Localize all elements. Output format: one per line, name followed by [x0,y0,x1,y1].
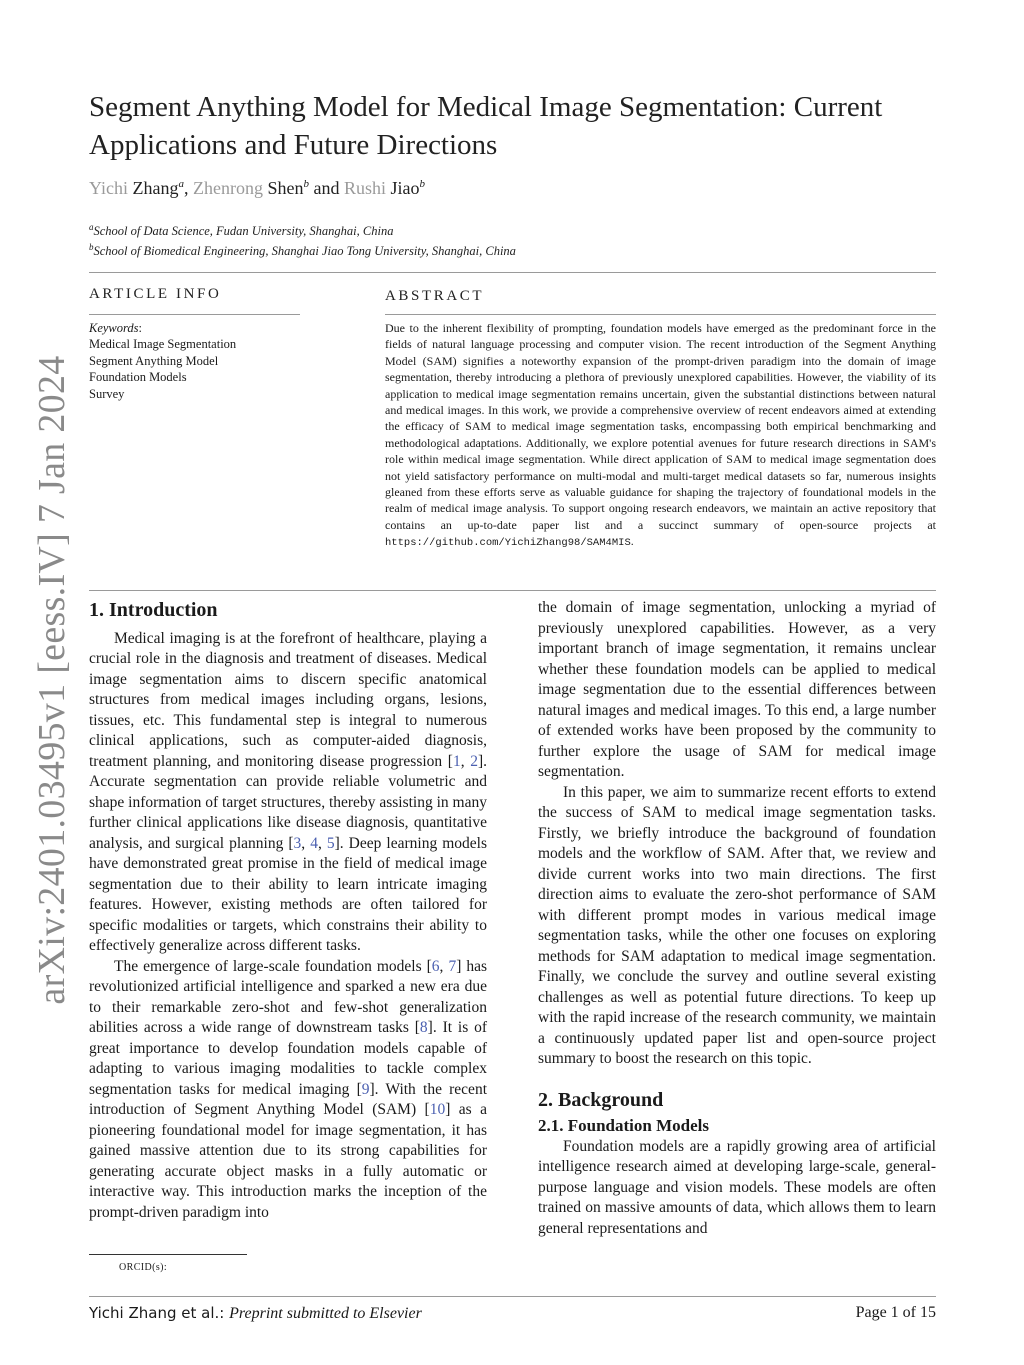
right-column [538,598,936,1239]
citation-link[interactable]: 10 [429,1101,446,1118]
article-info-heading: ARTICLE INFO [89,286,222,302]
paragraph: the domain of image segmentation, unlocking a myriad of previously unexplored capabilities. However, as a very important branch of image segmentation, it remains unclear whether these foundation models can be applied to medical image segmentation due to the essential differences between natural images and medical images. To this end, a large number of extended works have been proposed by the community to further explore the usage of SAM for medical image segmentation. [538,599,936,780]
author: Yichi Zhang$^a$, [89,178,193,198]
keyword: Medical Image Segmentation [89,337,237,352]
running-author: Yichi Zhang et al.: [89,1304,225,1322]
citation-link[interactable]: 2 [470,752,478,770]
citation-link[interactable]: 5 [326,834,335,852]
divider [89,314,300,315]
abstract-heading: ABSTRACT [385,288,485,304]
keywords-block: Keywords: Medical Image Segmentation Segment Anything Model Foundation Models Survey [89,320,309,402]
section-heading: 2. Background [538,1088,664,1111]
footer-left [89,1304,422,1323]
paragraph: Foundation models are a rapidly growing area of artificial intelligence research aimed at developing large-scale, general-purpose language and vision models. These models are often trained on massive amounts of data, which allows them to learn general representations and [538,1137,936,1237]
section-heading: 1. Introduction [89,599,218,621]
divider [385,314,936,315]
author: Rushi Jiao$^b$ [343,178,425,198]
citation-link[interactable]: 8 [419,1019,428,1036]
orcid-footnote: ORCID(s): [119,1262,168,1273]
divider [89,590,936,591]
citation-link[interactable]: 9 [361,1080,370,1098]
keyword: Segment Anything Model [89,353,219,368]
citation-link[interactable]: 7 [448,957,457,975]
keyword: Foundation Models [89,370,187,385]
subsection-heading: 2.1. Foundation Models [538,1116,709,1135]
author-list [89,178,425,199]
citation-link[interactable]: 1 [452,752,461,770]
paper-title: Segment Anything Model for Medical Image Segmentation: Current Applications and Future Directions [89,91,883,161]
affiliation: $^b$School of Biomedical Engineering, Shanghai Jiao Tong University, Shanghai, China [89,242,516,259]
divider [89,272,936,273]
citation-link[interactable]: 6 [431,957,440,975]
keyword: Survey [89,386,125,401]
keywords-label: Keywords [89,321,139,335]
abstract-text: Due to the inherent flexibility of prompting, foundation models have emerged as the predominant force in the fields of natural language processing and computer vision. The recent introduction of the Segment Anything Model (SAM) signifies a noteworthy expansion of the prompt-driven paradigm into the domain of image segmentation, thereby introducing a plethora of previously unexplored capabilities. However, the viability of its application to medical image segmentation remains uncertain, given the substantial distinctions between natural and medical images. In this work, we provide a comprehensive overview of recent endeavors aimed at extending the efficacy of SAM to medical image segmentation tasks, encompassing both empirical benchmarking and methodological adaptations. Additionally, we explore potential avenues for future research directions in SAM's role within medical image segmentation. While direct application of SAM to medical image segmentation does not yield satisfactory performance on multi-modal and multi-target medical datasets so far, numerous insights gleaned from these efforts serve as valuable guidance for shaping the trajectory of foundational models in the realm of medical image analysis. To support ongoing research endeavors, we maintain an active repository that contains an up-to-date paper list and a succinct summary of open-source projects at https://github.com/YichiZhang98/SAM4MIS. [385,321,936,550]
paragraph: Medical imaging is at the forefront of healthcare, playing a crucial role in the diagnosis and treatment of diseases. Medical image segmentation aims to discern specific anatomical structures from medical images including organs, lesions, tissues, etc. This fundamental step is integral to numerous clinical applications, such as computer-aided diagnosis, treatment planning, and monitoring disease progression [1, 2]. Accurate segmentation can provide reliable volumetric and shape information of target structures, thereby assisting in many further clinical applications like disease diagnosis, quantitative analysis, and surgical planning [3, 4, 5]. Deep learning models have demonstrated great promise in the field of medical image segmentation due to their ability to learn intricate imaging features. However, existing methods are often tailored for specific modalities or targets, which constrains their ability to effectively generalize across different tasks. [89,629,488,954]
left-column [89,600,487,1223]
citation-link[interactable]: 3 [293,834,302,852]
divider [89,1296,936,1297]
affiliation: $^a$School of Data Science, Fudan University, Shanghai, China [89,222,394,239]
repo-link[interactable]: https://github.com/YichiZhang98/SAM4MIS [385,537,631,550]
page-number: Page 1 of 15 [855,1304,936,1321]
paragraph: In this paper, we aim to summarize recent efforts to extend the success of SAM to medical image segmentation tasks. Firstly, we briefly introduce the background of foundation models and the workflow of SAM. After that, we review and divide current works into two main directions. The first direction aims to evaluate the zero-shot performance of SAM with different prompt modes in various medical image segmentation tasks, while the other one focuses on exploring methods for SAM adaptation to medical image segmentation. Finally, we conclude the survey and outline several existing challenges as well as potential future directions. To keep up with the rapid increase of the research community, we maintain a continuously updated paper list and open-source project summary to boost the research on this topic. [538,783,936,1067]
journal-note: Preprint submitted to Elsevier [229,1305,422,1322]
paragraph: The emergence of large-scale foundation models [6, 7] has revolutionized artificial intelligence and sparked a new era due to their remarkable zero-shot and few-shot generalization abilities across a wide range of downstream tasks [8]. It is of great importance to develop foundation models capable of adapting to various imaging modalities to tackle complex segmentation tasks for medical imaging [9]. With the recent introduction of Segment Anything Model (SAM) [10] as a pioneering foundational model for image segmentation, it has gained massive attention due to its strong capabilities for generating accurate object masks in a fully automatic or interactive way. This introduction marks the inception of the prompt-driven paradigm into [89,957,488,1221]
arxiv-stamp: arXiv:2401.03495v1 [eess.IV] 7 Jan 2024 [31,355,73,1005]
footnote-rule [89,1254,247,1255]
author: Zhenrong Shen$^b$ and [192,178,344,198]
citation-link[interactable]: 4 [310,834,318,852]
